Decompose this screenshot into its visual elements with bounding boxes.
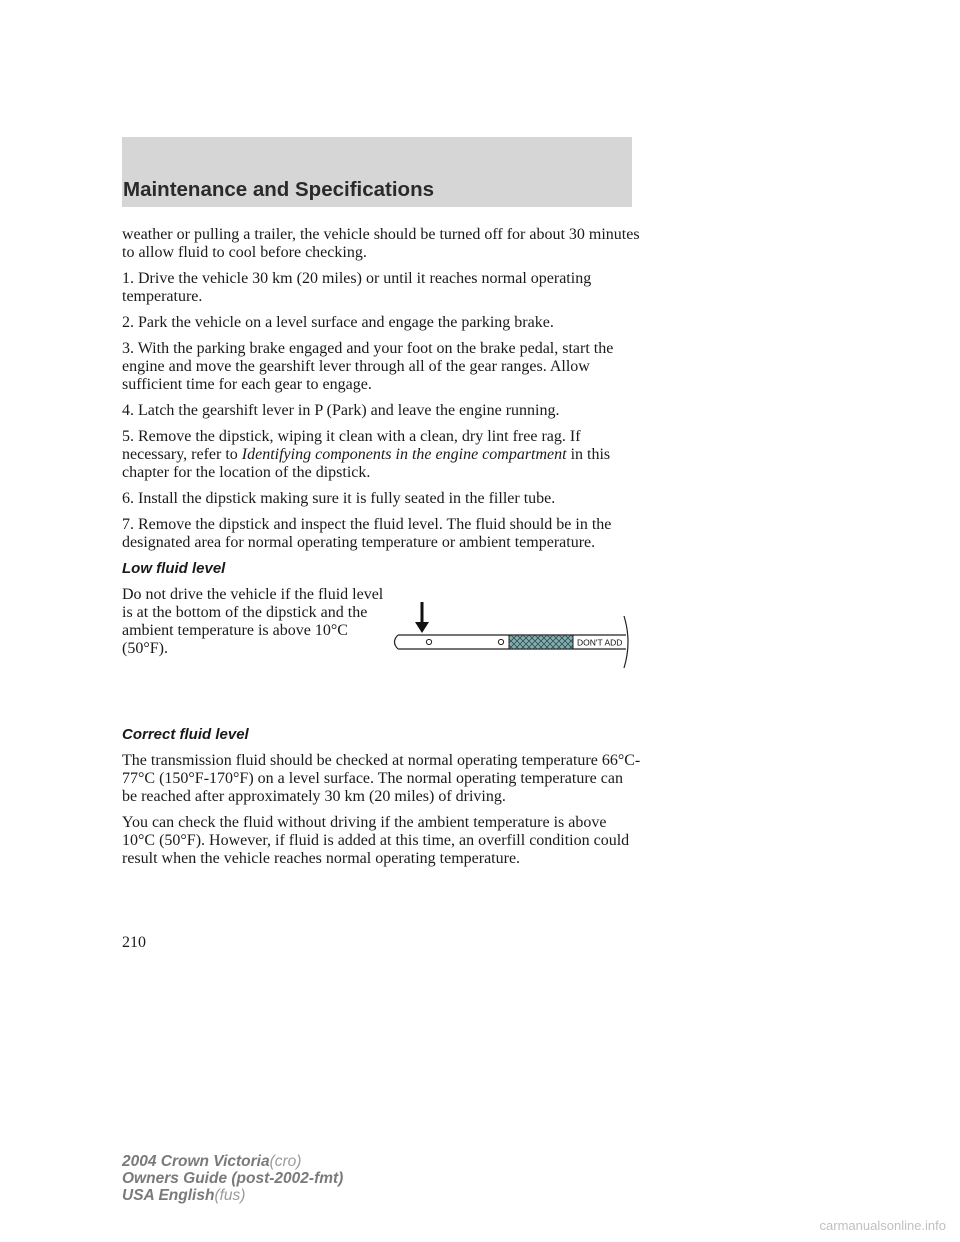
step-1: 1. Drive the vehicle 30 km (20 miles) or until it reaches normal operating temperature. bbox=[122, 270, 592, 305]
step-5-reference: Identifying components in the engine compartment bbox=[241, 446, 567, 463]
section-title: Maintenance and Specifications bbox=[123, 178, 434, 201]
step-7: 7. Remove the dipstick and inspect the fluid level. The fluid should be in the designated area for normal operating temperature or ambient temperature. bbox=[122, 516, 612, 551]
low-fluid-heading: Low fluid level bbox=[122, 560, 226, 577]
step-2: 2. Park the vehicle on a level surface and engage the parking brake. bbox=[122, 314, 554, 331]
low-fluid-section bbox=[122, 586, 642, 726]
footer-language-code: (fus) bbox=[214, 1187, 246, 1204]
step-3: 3. With the parking brake engaged and your foot on the brake pedal, start the engine and move the gearshift lever through all of the gear ranges. Allow sufficient time for each gear to engage. bbox=[122, 340, 614, 393]
low-fluid-text: Do not drive the vehicle if the fluid level is at the bottom of the dipstick and the ambient temperature is above 10°C (50°F). bbox=[122, 586, 384, 657]
footer-language: USA English bbox=[122, 1187, 215, 1204]
page-number: 210 bbox=[122, 934, 146, 951]
step-6: 6. Install the dipstick making sure it is fully seated in the filler tube. bbox=[122, 490, 556, 507]
dipstick-end-curve bbox=[624, 616, 628, 668]
footer-vehicle-code: (cro) bbox=[269, 1153, 302, 1170]
dipstick-label: DON'T ADD bbox=[577, 637, 623, 648]
step-5-text-a: 5. Remove the dipstick, wiping it clean with a clean, dry lint free rag. If necessary, refer to bbox=[122, 428, 581, 463]
document-footer bbox=[122, 1153, 343, 1204]
dipstick-hatched-area bbox=[509, 635, 573, 649]
correct-fluid-paragraph-2: You can check the fluid without driving if the ambient temperature is above 10°C (50°F). However, if fluid is added at this time, an overfill condition could result when the vehicle reaches normal operating temperature. bbox=[122, 814, 630, 867]
dipstick-hole-right bbox=[498, 639, 503, 644]
step-4: 4. Latch the gearshift lever in P (Park) and leave the engine running. bbox=[122, 402, 560, 419]
body-content bbox=[122, 226, 642, 876]
watermark: carmanualsonline.info bbox=[819, 1218, 946, 1233]
correct-fluid-heading: Correct fluid level bbox=[122, 726, 249, 743]
footer-vehicle: 2004 Crown Victoria bbox=[122, 1153, 270, 1170]
dipstick-illustration bbox=[388, 602, 633, 672]
dipstick-hole-left bbox=[426, 639, 431, 644]
step-5 bbox=[122, 428, 642, 482]
correct-fluid-section bbox=[122, 726, 642, 868]
intro-paragraph: weather or pulling a trailer, the vehicle should be turned off for about 30 minutes to allow fluid to cool before checking. bbox=[122, 226, 640, 261]
step-5-text-b: in this chapter for the location of the dipstick. bbox=[122, 446, 611, 481]
footer-guide: Owners Guide (post-2002-fmt) bbox=[122, 1170, 344, 1187]
correct-fluid-paragraph-1: The transmission fluid should be checked at normal operating temperature 66°C-77°C (150°F-170°F) on a level surface. The normal operating temperature can be reached after approximately 30 km (20 miles) of driving. bbox=[122, 752, 641, 805]
down-arrow-icon bbox=[415, 602, 429, 633]
footer-line-3 bbox=[122, 1187, 343, 1204]
footer-line-2 bbox=[122, 1170, 343, 1187]
footer-line-1 bbox=[122, 1153, 343, 1170]
